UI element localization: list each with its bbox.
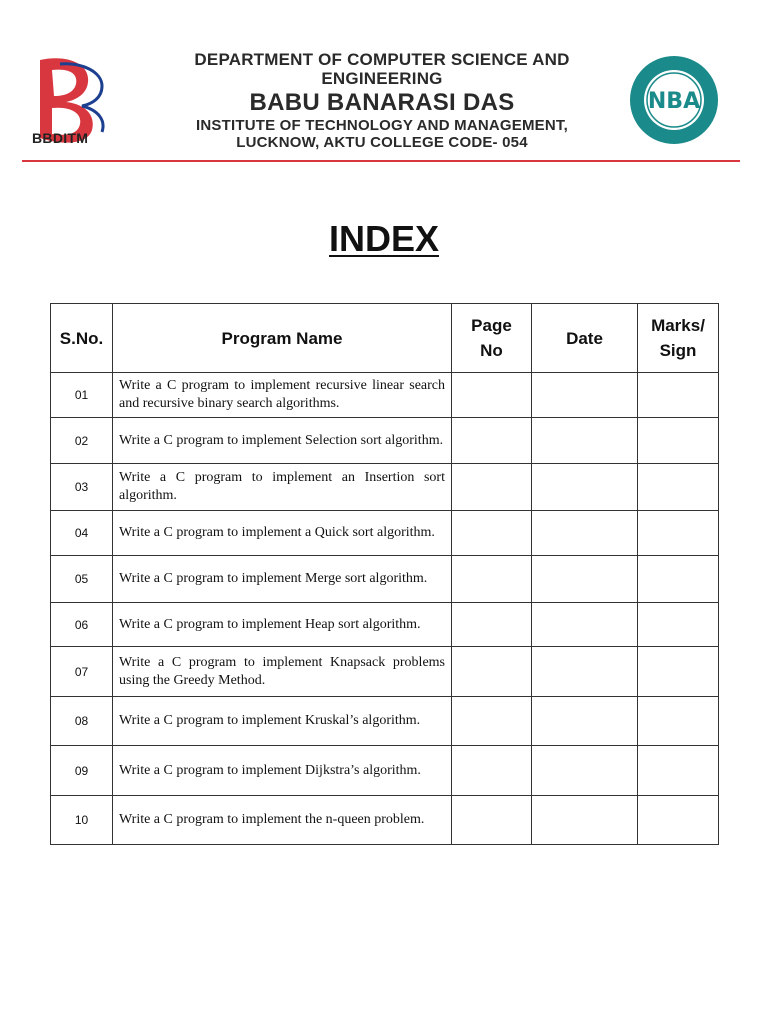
institution-heading: [152, 50, 612, 151]
cell-program-name: Write a C program to implement a Quick sort algorithm.: [113, 511, 452, 556]
cell-sno: 07: [51, 647, 113, 697]
cell-date: [532, 746, 638, 796]
cell-program-name: Write a C program to implement an Insertion sort algorithm.: [113, 464, 452, 511]
cell-page-no: [452, 796, 532, 845]
cell-program-name: Write a C program to implement Dijkstra’s algorithm.: [113, 746, 452, 796]
cell-sno: 04: [51, 511, 113, 556]
cell-page-no: [452, 464, 532, 511]
cell-sno: 08: [51, 697, 113, 746]
cell-marks-sign: [638, 464, 719, 511]
table-row: [51, 556, 719, 603]
column-header-program: Program Name: [113, 304, 452, 373]
cell-marks-sign: [638, 556, 719, 603]
cell-date: [532, 511, 638, 556]
table-row: [51, 373, 719, 418]
cell-page-no: [452, 511, 532, 556]
cell-marks-sign: [638, 647, 719, 697]
cell-date: [532, 603, 638, 647]
logo-left-label: BBDITM: [32, 130, 89, 146]
table-row: [51, 464, 719, 511]
table-row: [51, 697, 719, 746]
cell-page-no: [452, 603, 532, 647]
nba-seal-text: NBA: [647, 89, 701, 114]
column-header-sno: S.No.: [51, 304, 113, 373]
college-name: BABU BANARASI DAS: [249, 89, 515, 116]
department-line-1: DEPARTMENT OF COMPUTER SCIENCE AND: [194, 50, 570, 69]
table-row: [51, 511, 719, 556]
cell-marks-sign: [638, 511, 719, 556]
cell-date: [532, 464, 638, 511]
cell-page-no: [452, 556, 532, 603]
cell-date: [532, 556, 638, 603]
cell-page-no: [452, 647, 532, 697]
cell-marks-sign: [638, 603, 719, 647]
cell-page-no: [452, 373, 532, 418]
column-header-date: Date: [532, 304, 638, 373]
table-row: [51, 647, 719, 697]
cell-sno: 03: [51, 464, 113, 511]
cell-program-name: Write a C program to implement Selection sort algorithm.: [113, 418, 452, 464]
table-row: [51, 418, 719, 464]
cell-page-no: [452, 418, 532, 464]
table-header-row: [51, 304, 719, 373]
cell-program-name: Write a C program to implement Heap sort algorithm.: [113, 603, 452, 647]
nba-seal-icon: [628, 54, 720, 146]
cell-sno: 01: [51, 373, 113, 418]
cell-marks-sign: [638, 697, 719, 746]
cell-date: [532, 647, 638, 697]
index-table: [50, 303, 719, 845]
cell-sno: 10: [51, 796, 113, 845]
cell-page-no: [452, 697, 532, 746]
cell-date: [532, 796, 638, 845]
column-header-marks-sign: Marks/ Sign: [638, 304, 719, 373]
column-header-page-no: Page No: [452, 304, 532, 373]
department-line-2: ENGINEERING: [321, 69, 443, 88]
cell-date: [532, 418, 638, 464]
cell-program-name: Write a C program to implement Knapsack problems using the Greedy Method.: [113, 647, 452, 697]
cell-program-name: Write a C program to implement recursive linear search and recursive binary search algorithms.: [113, 373, 452, 418]
cell-sno: 06: [51, 603, 113, 647]
cell-marks-sign: [638, 418, 719, 464]
cell-marks-sign: [638, 796, 719, 845]
page-title: INDEX: [328, 218, 440, 259]
cell-sno: 02: [51, 418, 113, 464]
cell-marks-sign: [638, 373, 719, 418]
cell-sno: 05: [51, 556, 113, 603]
document-header: [22, 44, 740, 162]
table-row: [51, 746, 719, 796]
cell-program-name: Write a C program to implement Merge sort algorithm.: [113, 556, 452, 603]
cell-program-name: Write a C program to implement the n-queen problem.: [113, 796, 452, 845]
institute-line-1: INSTITUTE OF TECHNOLOGY AND MANAGEMENT,: [196, 117, 568, 134]
table-row: [51, 796, 719, 845]
cell-page-no: [452, 746, 532, 796]
cell-sno: 09: [51, 746, 113, 796]
cell-program-name: Write a C program to implement Kruskal’s algorithm.: [113, 697, 452, 746]
cell-marks-sign: [638, 746, 719, 796]
cell-date: [532, 373, 638, 418]
institute-line-2: LUCKNOW, AKTU COLLEGE CODE- 054: [236, 134, 528, 151]
table-row: [51, 603, 719, 647]
cell-date: [532, 697, 638, 746]
